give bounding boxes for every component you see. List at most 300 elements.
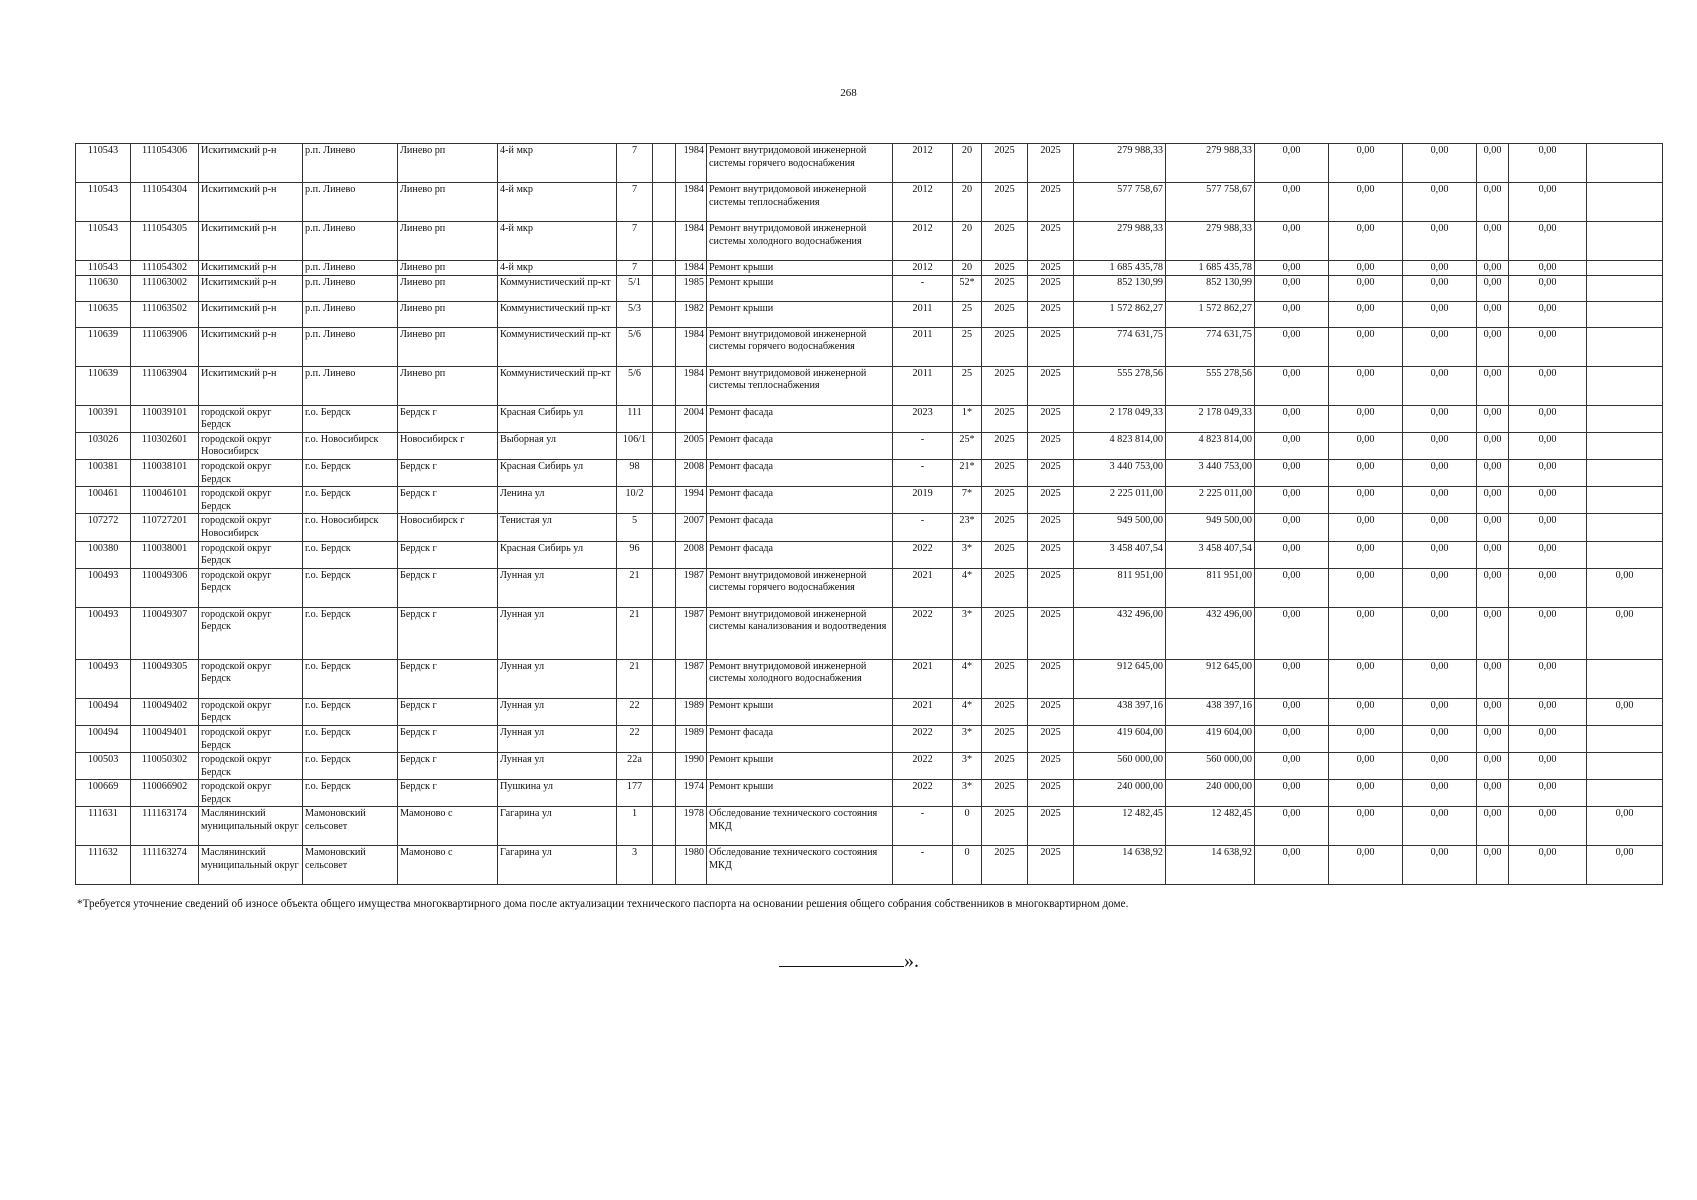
table-row <box>76 698 1663 725</box>
table-cell: 110727201 <box>131 514 199 541</box>
table-cell: 2025 <box>1028 514 1074 541</box>
table-cell: 2025 <box>1028 807 1074 846</box>
table-cell: 1984 <box>676 144 707 183</box>
table-cell: г.о. Бердск <box>303 541 398 568</box>
table-cell: 2025 <box>982 807 1028 846</box>
table-cell: 2025 <box>982 514 1028 541</box>
table-row <box>76 275 1663 301</box>
table-cell <box>1587 366 1663 405</box>
table-cell: 3* <box>953 725 982 752</box>
table-cell: г.о. Бердск <box>303 698 398 725</box>
table-cell: 110046101 <box>131 487 199 514</box>
table-cell <box>653 275 676 301</box>
table-row <box>76 405 1663 432</box>
table-cell: 1984 <box>676 261 707 276</box>
table-cell: 2025 <box>1028 568 1074 607</box>
table-cell: 2025 <box>1028 432 1074 459</box>
table-cell: 279 988,33 <box>1074 222 1166 261</box>
table-cell: 110630 <box>76 275 131 301</box>
table-cell: 21 <box>617 607 653 659</box>
table-cell: 21 <box>617 659 653 698</box>
table-cell: 100380 <box>76 541 131 568</box>
table-cell: 0,00 <box>1477 514 1509 541</box>
table-cell: 240 000,00 <box>1166 780 1255 807</box>
table-cell: 0,00 <box>1509 725 1587 752</box>
table-cell: 2004 <box>676 405 707 432</box>
table-cell: 1 572 862,27 <box>1166 301 1255 327</box>
table-cell: 2011 <box>893 327 953 366</box>
table-cell: 111063906 <box>131 327 199 366</box>
table-cell: 3 458 407,54 <box>1166 541 1255 568</box>
table-cell: 0,00 <box>1329 144 1403 183</box>
table-cell: 0,00 <box>1329 846 1403 885</box>
table-cell: 0,00 <box>1477 725 1509 752</box>
table-cell: 2022 <box>893 780 953 807</box>
table-row <box>76 366 1663 405</box>
table-cell: г.о. Бердск <box>303 780 398 807</box>
table-cell: 0,00 <box>1509 275 1587 301</box>
table-cell: 1989 <box>676 698 707 725</box>
table-cell: 7* <box>953 487 982 514</box>
table-cell: городской округ Бердск <box>199 698 303 725</box>
table-cell: Гагарина ул <box>498 807 617 846</box>
table-cell: Красная Сибирь ул <box>498 459 617 486</box>
table-cell: 1* <box>953 405 982 432</box>
table-cell: 0,00 <box>1255 432 1329 459</box>
table-cell: 111063502 <box>131 301 199 327</box>
table-cell <box>653 780 676 807</box>
table-cell: р.п. Линево <box>303 366 398 405</box>
table-cell: 0,00 <box>1509 807 1587 846</box>
table-row <box>76 659 1663 698</box>
table-cell: Обследование технического состояния МКД <box>707 807 893 846</box>
table-cell: 0,00 <box>1329 807 1403 846</box>
table-cell: 2022 <box>893 725 953 752</box>
table-cell: 0,00 <box>1477 301 1509 327</box>
table-cell: 3 440 753,00 <box>1166 459 1255 486</box>
table-cell: 0,00 <box>1477 807 1509 846</box>
table-cell: 0,00 <box>1509 514 1587 541</box>
table-cell: 0 <box>953 807 982 846</box>
table-cell <box>653 432 676 459</box>
table-cell: городской округ Бердск <box>199 753 303 780</box>
table-cell: 96 <box>617 541 653 568</box>
table-cell: 111632 <box>76 846 131 885</box>
table-row <box>76 222 1663 261</box>
table-cell: р.п. Линево <box>303 275 398 301</box>
table-cell: 12 482,45 <box>1074 807 1166 846</box>
table-cell: городской округ Бердск <box>199 487 303 514</box>
table-cell: 0,00 <box>1587 698 1663 725</box>
table-cell: 106/1 <box>617 432 653 459</box>
table-cell: 14 638,92 <box>1074 846 1166 885</box>
table-cell: городской округ Новосибирск <box>199 514 303 541</box>
table-cell: 0,00 <box>1509 846 1587 885</box>
table-cell: 279 988,33 <box>1074 144 1166 183</box>
table-cell: 2 225 011,00 <box>1166 487 1255 514</box>
table-cell: 0,00 <box>1509 261 1587 276</box>
table-cell: Ремонт внутридомовой инженерной системы канализования и водоотведения <box>707 607 893 659</box>
table-cell: 1984 <box>676 327 707 366</box>
table-cell: 22 <box>617 698 653 725</box>
table-cell: 0,00 <box>1403 432 1477 459</box>
table-cell: 1985 <box>676 275 707 301</box>
table-cell: 0,00 <box>1329 222 1403 261</box>
table-cell: 2025 <box>982 607 1028 659</box>
table-cell: 110049307 <box>131 607 199 659</box>
footnote: *Требуется уточнение сведений об износе объекта общего имущества многоквартирного дома после актуализации технического паспорта на основании решения общего собрания собственников в многоквартирном доме. <box>77 898 1129 910</box>
table-cell: 2022 <box>893 753 953 780</box>
table-cell: 0,00 <box>1329 459 1403 486</box>
table-cell: - <box>893 459 953 486</box>
table-cell: г.о. Бердск <box>303 459 398 486</box>
table-cell: г.о. Бердск <box>303 659 398 698</box>
table-cell: 111631 <box>76 807 131 846</box>
table-cell: 1 572 862,27 <box>1074 301 1166 327</box>
table-cell: 25 <box>953 366 982 405</box>
table-cell: 2025 <box>1028 459 1074 486</box>
table-cell: 0,00 <box>1403 487 1477 514</box>
table-cell <box>1587 405 1663 432</box>
table-cell: 2025 <box>982 275 1028 301</box>
table-cell: Лунная ул <box>498 659 617 698</box>
table-cell: 111063002 <box>131 275 199 301</box>
table-cell: Ремонт фасада <box>707 405 893 432</box>
table-cell: Искитимский р-н <box>199 275 303 301</box>
table-cell: Ремонт фасада <box>707 459 893 486</box>
table-cell: 2025 <box>982 725 1028 752</box>
table-cell: 0,00 <box>1329 366 1403 405</box>
table-cell: Искитимский р-н <box>199 327 303 366</box>
table-cell <box>1587 275 1663 301</box>
table-cell: Мамоново с <box>398 807 498 846</box>
table-cell: 0,00 <box>1403 183 1477 222</box>
table-cell <box>1587 301 1663 327</box>
table-cell: 0,00 <box>1403 541 1477 568</box>
table-cell: 2022 <box>893 541 953 568</box>
table-cell: 0,00 <box>1329 487 1403 514</box>
table-cell: 1974 <box>676 780 707 807</box>
page-number: 268 <box>840 87 857 99</box>
table-cell: р.п. Линево <box>303 301 398 327</box>
table-cell: 0,00 <box>1477 275 1509 301</box>
table-cell: 3* <box>953 607 982 659</box>
table-cell: 0,00 <box>1329 432 1403 459</box>
table-cell: 577 758,67 <box>1166 183 1255 222</box>
closing-signature <box>779 948 919 973</box>
table-cell: 0,00 <box>1477 780 1509 807</box>
table-row <box>76 753 1663 780</box>
table-cell: Искитимский р-н <box>199 261 303 276</box>
table-cell: 912 645,00 <box>1074 659 1166 698</box>
table-cell <box>1587 541 1663 568</box>
table-cell: 110639 <box>76 366 131 405</box>
table-cell: 0,00 <box>1477 144 1509 183</box>
table-cell: р.п. Линево <box>303 222 398 261</box>
table-cell: 2021 <box>893 659 953 698</box>
table-cell: 177 <box>617 780 653 807</box>
table-cell: Бердск г <box>398 780 498 807</box>
table-cell: 0,00 <box>1509 327 1587 366</box>
table-cell <box>1587 459 1663 486</box>
table-cell: 2025 <box>1028 780 1074 807</box>
table-cell: 1987 <box>676 659 707 698</box>
table-cell: 100493 <box>76 568 131 607</box>
table-row <box>76 459 1663 486</box>
table-cell: Ремонт крыши <box>707 275 893 301</box>
table-cell: 7 <box>617 183 653 222</box>
table-cell: 5/6 <box>617 366 653 405</box>
table-cell: 111163174 <box>131 807 199 846</box>
table-cell <box>653 366 676 405</box>
table-cell: 2012 <box>893 144 953 183</box>
table-cell: городской округ Бердск <box>199 607 303 659</box>
table-cell: 1989 <box>676 725 707 752</box>
table-cell: Красная Сибирь ул <box>498 405 617 432</box>
table-cell: Выборная ул <box>498 432 617 459</box>
table-cell: Бердск г <box>398 753 498 780</box>
table-cell: 2025 <box>982 144 1028 183</box>
table-cell: 4 823 814,00 <box>1166 432 1255 459</box>
table-cell: Ремонт крыши <box>707 780 893 807</box>
table-cell: 0,00 <box>1477 659 1509 698</box>
table-cell: - <box>893 432 953 459</box>
table-cell: г.о. Новосибирск <box>303 514 398 541</box>
table-cell <box>653 846 676 885</box>
table-cell: 0,00 <box>1403 366 1477 405</box>
table-cell: 25 <box>953 327 982 366</box>
table-cell: 0,00 <box>1255 327 1329 366</box>
table-cell: Мамоновский сельсовет <box>303 807 398 846</box>
table-cell: Ремонт фасада <box>707 514 893 541</box>
table-cell: 110543 <box>76 183 131 222</box>
table-cell <box>653 261 676 276</box>
table-cell: 0,00 <box>1477 327 1509 366</box>
table-cell: 20 <box>953 183 982 222</box>
table-cell: 0,00 <box>1329 725 1403 752</box>
table-cell: 1984 <box>676 222 707 261</box>
table-cell: 240 000,00 <box>1074 780 1166 807</box>
table-cell: 20 <box>953 261 982 276</box>
table-cell: 1 685 435,78 <box>1166 261 1255 276</box>
table-cell: 25 <box>953 301 982 327</box>
table-cell: 0,00 <box>1403 807 1477 846</box>
table-cell: Ремонт внутридомовой инженерной системы холодного водоснабжения <box>707 222 893 261</box>
table-cell: 0,00 <box>1477 405 1509 432</box>
table-cell: 2025 <box>982 261 1028 276</box>
table-cell: Бердск г <box>398 405 498 432</box>
closing-mark: ». <box>904 950 919 972</box>
table-cell: 2025 <box>982 405 1028 432</box>
table-cell: 100381 <box>76 459 131 486</box>
table-cell <box>1587 753 1663 780</box>
table-cell: Бердск г <box>398 659 498 698</box>
table-cell: 0,00 <box>1255 698 1329 725</box>
table-cell: 110543 <box>76 144 131 183</box>
table-cell: 4-й мкр <box>498 222 617 261</box>
table-cell: 2025 <box>1028 698 1074 725</box>
table-cell: 1984 <box>676 366 707 405</box>
table-cell: 0,00 <box>1255 568 1329 607</box>
table-cell: 110543 <box>76 222 131 261</box>
table-cell <box>653 807 676 846</box>
table-cell: 4-й мкр <box>498 183 617 222</box>
table-cell: 1980 <box>676 846 707 885</box>
table-cell: 0,00 <box>1255 144 1329 183</box>
table-cell: 4* <box>953 698 982 725</box>
table-cell: 949 500,00 <box>1166 514 1255 541</box>
table-cell: 110066902 <box>131 780 199 807</box>
table-cell: городской округ Бердск <box>199 780 303 807</box>
table-cell: 110543 <box>76 261 131 276</box>
table-cell: 0,00 <box>1255 725 1329 752</box>
table-cell <box>1587 222 1663 261</box>
table-cell: 0,00 <box>1403 780 1477 807</box>
table-cell: 852 130,99 <box>1074 275 1166 301</box>
table-cell: 0,00 <box>1509 432 1587 459</box>
table-cell: 2025 <box>1028 275 1074 301</box>
table-cell <box>653 753 676 780</box>
table-cell <box>653 607 676 659</box>
table-cell: Тенистая ул <box>498 514 617 541</box>
table-cell <box>653 183 676 222</box>
table-cell: 7 <box>617 261 653 276</box>
table-cell: 12 482,45 <box>1166 807 1255 846</box>
table-cell: 100494 <box>76 698 131 725</box>
table-cell: Искитимский р-н <box>199 301 303 327</box>
table-cell: 111054305 <box>131 222 199 261</box>
table-cell: Гагарина ул <box>498 846 617 885</box>
table-cell: 0 <box>953 846 982 885</box>
table-cell: 419 604,00 <box>1074 725 1166 752</box>
table-cell: 1 <box>617 807 653 846</box>
table-cell: Ремонт фасада <box>707 541 893 568</box>
table-cell: 774 631,75 <box>1074 327 1166 366</box>
table-cell: 0,00 <box>1255 366 1329 405</box>
table-cell: 2008 <box>676 541 707 568</box>
table-cell: Ремонт крыши <box>707 261 893 276</box>
table-cell: 2023 <box>893 405 953 432</box>
table-cell: 110039101 <box>131 405 199 432</box>
table-cell: 0,00 <box>1587 568 1663 607</box>
table-cell: 23* <box>953 514 982 541</box>
table-cell: 0,00 <box>1255 261 1329 276</box>
table-cell: 0,00 <box>1477 459 1509 486</box>
table-cell: г.о. Бердск <box>303 753 398 780</box>
table-cell: 0,00 <box>1255 487 1329 514</box>
table-cell: 852 130,99 <box>1166 275 1255 301</box>
table-cell: 2025 <box>1028 366 1074 405</box>
table-cell: 0,00 <box>1403 514 1477 541</box>
table-row <box>76 183 1663 222</box>
table-cell: городской округ Бердск <box>199 659 303 698</box>
table-cell: 5 <box>617 514 653 541</box>
table-cell: 2022 <box>893 607 953 659</box>
table-cell: 107272 <box>76 514 131 541</box>
table-cell: 2025 <box>982 568 1028 607</box>
table-cell: 111054302 <box>131 261 199 276</box>
table-cell: 2025 <box>1028 846 1074 885</box>
table-cell: 0,00 <box>1255 541 1329 568</box>
table-cell <box>653 222 676 261</box>
table-cell: 0,00 <box>1255 459 1329 486</box>
table-cell: 4* <box>953 568 982 607</box>
table-cell: 0,00 <box>1587 607 1663 659</box>
table-cell: 555 278,56 <box>1166 366 1255 405</box>
table-cell: 0,00 <box>1329 659 1403 698</box>
table-cell: 2025 <box>982 459 1028 486</box>
table-cell: 0,00 <box>1509 459 1587 486</box>
table-cell: 4 823 814,00 <box>1074 432 1166 459</box>
table-cell: 0,00 <box>1509 780 1587 807</box>
table-cell: 110049401 <box>131 725 199 752</box>
table-cell: городской округ Бердск <box>199 568 303 607</box>
table-cell: 560 000,00 <box>1166 753 1255 780</box>
table-cell: 2025 <box>1028 261 1074 276</box>
table-cell: 0,00 <box>1329 261 1403 276</box>
table-cell: 0,00 <box>1329 301 1403 327</box>
table-cell: 2025 <box>982 541 1028 568</box>
table-cell: 0,00 <box>1587 807 1663 846</box>
table-cell: Коммунистический пр-кт <box>498 366 617 405</box>
table-cell: 2012 <box>893 183 953 222</box>
table-cell: 279 988,33 <box>1166 144 1255 183</box>
table-cell: 2021 <box>893 698 953 725</box>
table-cell: 0,00 <box>1477 183 1509 222</box>
table-cell: Новосибирск г <box>398 514 498 541</box>
table-cell: 0,00 <box>1477 541 1509 568</box>
table-cell: 555 278,56 <box>1074 366 1166 405</box>
table-cell: 0,00 <box>1477 753 1509 780</box>
table-cell: 2025 <box>1028 753 1074 780</box>
table-cell: 7 <box>617 222 653 261</box>
table-cell: 2025 <box>1028 405 1074 432</box>
table-cell: 0,00 <box>1403 275 1477 301</box>
table-cell: 0,00 <box>1329 607 1403 659</box>
table-row <box>76 807 1663 846</box>
table-cell: 0,00 <box>1329 405 1403 432</box>
table-cell: 0,00 <box>1329 514 1403 541</box>
table-cell: 2007 <box>676 514 707 541</box>
table-cell: 3 <box>617 846 653 885</box>
table-cell <box>653 301 676 327</box>
table-cell: Искитимский р-н <box>199 183 303 222</box>
table-cell: 100503 <box>76 753 131 780</box>
table-cell: 2025 <box>982 183 1028 222</box>
table-cell: 1982 <box>676 301 707 327</box>
table-cell: 0,00 <box>1329 183 1403 222</box>
table-cell: 2011 <box>893 301 953 327</box>
table-cell: 100493 <box>76 659 131 698</box>
table-row <box>76 514 1663 541</box>
table-cell: 2 225 011,00 <box>1074 487 1166 514</box>
table-cell: 438 397,16 <box>1166 698 1255 725</box>
table-cell: 2025 <box>982 698 1028 725</box>
table-cell: 0,00 <box>1509 659 1587 698</box>
table-cell <box>1587 183 1663 222</box>
table-cell <box>1587 144 1663 183</box>
table-cell: 0,00 <box>1403 753 1477 780</box>
table-cell: 2025 <box>1028 659 1074 698</box>
table-cell: 0,00 <box>1255 275 1329 301</box>
table-cell: городской округ Бердск <box>199 459 303 486</box>
table-cell: 4-й мкр <box>498 144 617 183</box>
table-cell: 0,00 <box>1255 405 1329 432</box>
table-cell: 0,00 <box>1329 698 1403 725</box>
table-cell: 1987 <box>676 568 707 607</box>
table-cell: 0,00 <box>1509 487 1587 514</box>
table-cell: 100669 <box>76 780 131 807</box>
